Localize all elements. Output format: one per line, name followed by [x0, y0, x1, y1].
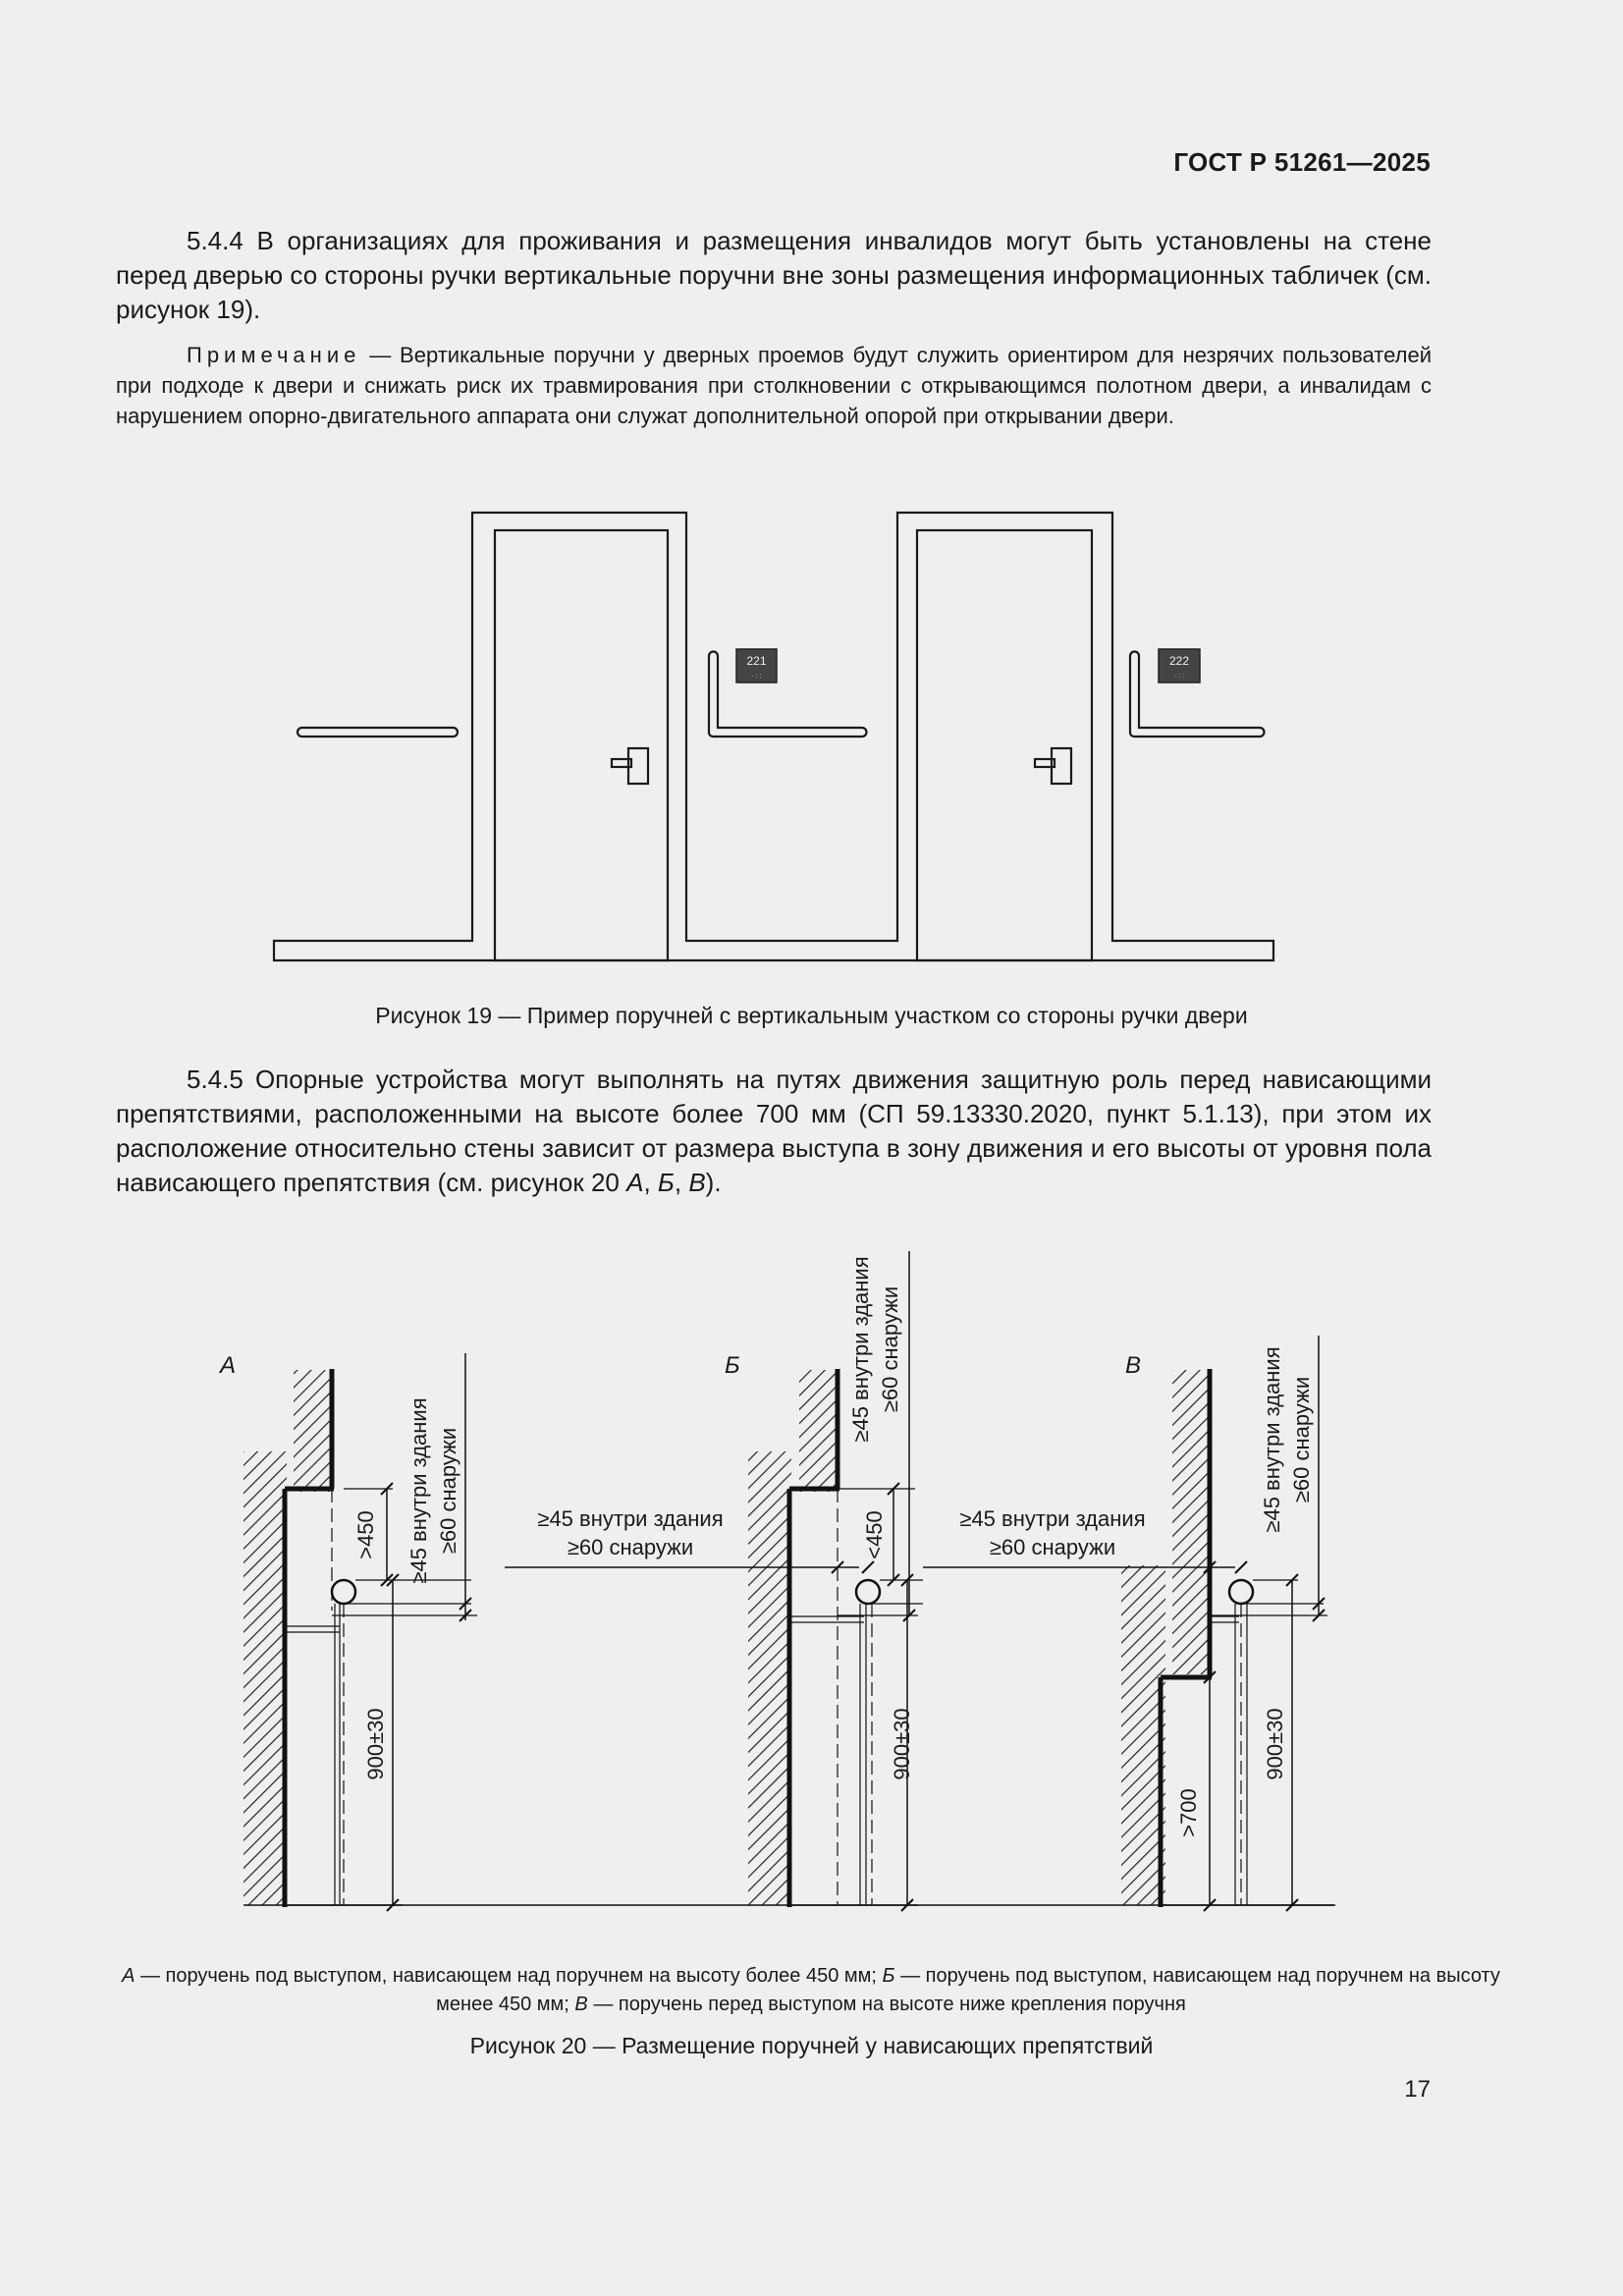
svg-text:221: 221 [746, 654, 767, 668]
svg-text:>700: >700 [1176, 1788, 1201, 1837]
document-code: ГОСТ Р 51261—2025 [1173, 147, 1431, 177]
svg-text:≥60 снаружи: ≥60 снаружи [436, 1427, 460, 1555]
figure-20-caption: Рисунок 20 — Размещение поручней у нависающих препятствий [469, 2033, 1154, 2058]
svg-text:900±30: 900±30 [890, 1708, 914, 1780]
svg-text:222: 222 [1168, 654, 1190, 668]
svg-text:≥60 снаружи: ≥60 снаружи [1289, 1376, 1314, 1503]
svg-text:≥60 снаружи: ≥60 снаружи [989, 1535, 1116, 1559]
note-text: — Вертикальные поручни у дверных проемов будут служить ориентиром для незрячих пользователей при подходе к двери и снижать риск их травмирования при столкновении с открывающимся полотном двери, а инвалидам с нарушением опорно-двигательного аппарата они служат дополнительной опорой при открывании двери. [116, 343, 1432, 428]
panel-c [923, 1336, 1335, 1911]
svg-text:<450: <450 [862, 1510, 887, 1559]
svg-text:≥45 внутри здания: ≥45 внутри здания [406, 1397, 431, 1584]
svg-text:900±30: 900±30 [1263, 1708, 1287, 1780]
panel-b [505, 1251, 923, 1911]
figure-19-caption: Рисунок 19 — Пример поручней с вертикальным участком со стороны ручки двери [375, 1003, 1248, 1028]
svg-text:>450: >450 [353, 1510, 378, 1559]
svg-text:≥45 внутри здания: ≥45 внутри здания [848, 1256, 873, 1443]
panel-label-b: Б [725, 1352, 740, 1379]
svg-text:900±30: 900±30 [363, 1708, 388, 1780]
panel-label-c: В [1125, 1352, 1142, 1379]
svg-text:· : :: · : : [1173, 673, 1185, 680]
note-label: Примечание [187, 343, 361, 367]
page-number: 17 [1404, 2076, 1431, 2103]
section-5-4-5: 5.4.5 Опорные устройства могут выполнять на путях движения защитную роль перед нависающими препятствиями, расположенными на высоте более 700 мм (СП 59.13330.2020, пункт 5.1.13), при этом их расположение относительно стены зависит от размера выступа в зону движения и его высоты от уровня пола нависающего препятствия (см. рисунок 20 А, Б, В). [116, 1065, 1432, 1197]
svg-text:≥60 снаружи: ≥60 снаружи [567, 1535, 694, 1559]
figure-20-legend: А — поручень под выступом, нависающем над поручнем на высоту более 450 мм; Б — поручень под выступом, нависающем над поручнем на высоту менее 450 мм; В — поручень перед выступом на высоте ниже крепления поручня [122, 1965, 1500, 2015]
svg-text:≥45 внутри здания: ≥45 внутри здания [1260, 1346, 1284, 1533]
svg-text:≥60 снаружи: ≥60 снаружи [878, 1285, 902, 1413]
svg-text:≥45 внутри здания: ≥45 внутри здания [959, 1506, 1146, 1531]
svg-text:· : :: · : : [751, 673, 762, 680]
section-5-4-4: 5.4.4 В организациях для проживания и размещения инвалидов могут быть установлены на стене перед дверью со стороны ручки вертикальные поручни вне зоны размещения информационных табличек (см. рисунок 19). [116, 226, 1432, 324]
svg-text:≥45 внутри здания: ≥45 внутри здания [537, 1506, 724, 1531]
panel-label-a: А [220, 1352, 237, 1379]
panel-a [243, 1353, 477, 1911]
